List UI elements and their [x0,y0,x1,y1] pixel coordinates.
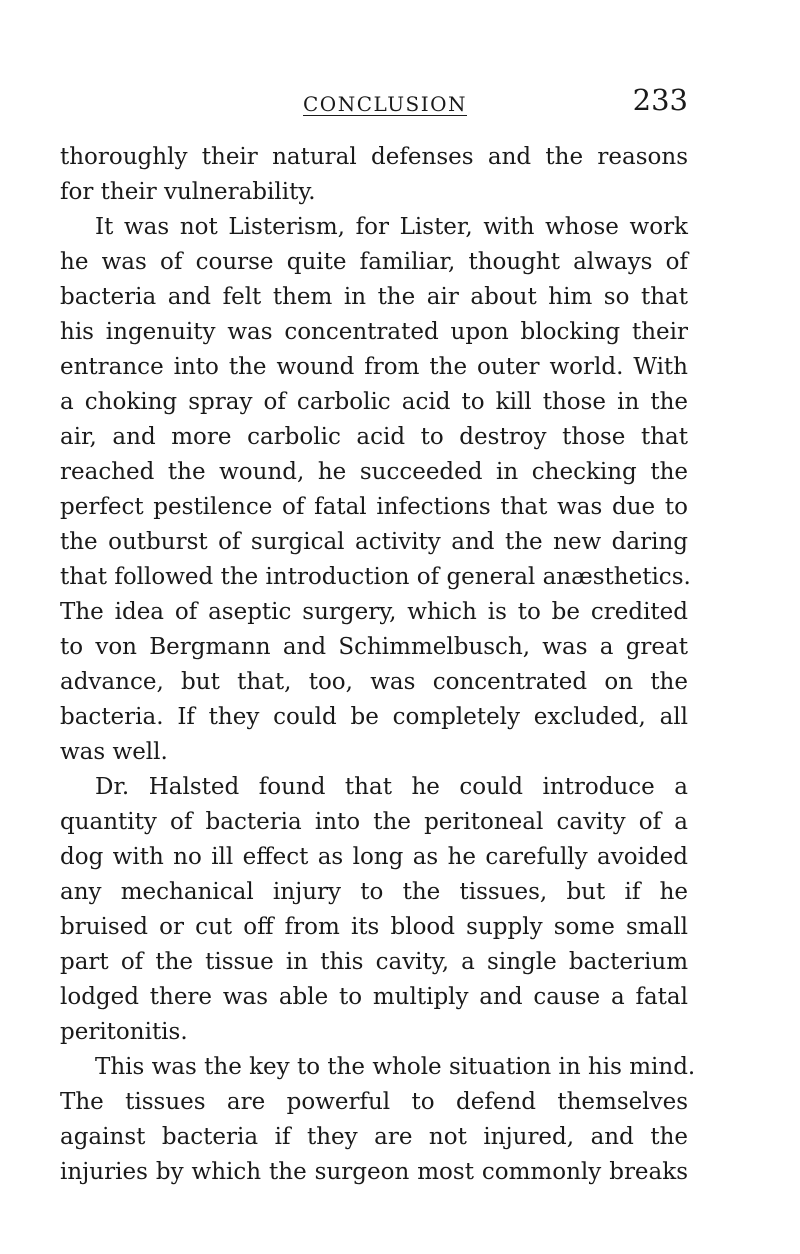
text-line: entrance into the wound from the outer world. With [60,354,688,380]
text-line: against bacteria if they are not injured, and the [60,1124,688,1150]
text-line: This was the key to the whole situation in his mind. [95,1054,696,1080]
text-line: the outburst of surgical activity and the new daring [60,529,688,555]
text-line: advance, but that, too, was concentrated on the [60,669,688,695]
text-line: bacteria. If they could be completely excluded, all [60,704,688,730]
text-line: air, and more carbolic acid to destroy those that [60,424,688,450]
text-line: Dr. Halsted found that he could introduce a [95,774,688,800]
text-line: his ingenuity was concentrated upon blocking their [60,319,688,345]
text-line: he was of course quite familiar, thought always of [60,249,688,275]
text-line: thoroughly their natural defenses and the reasons [60,144,688,170]
text-line: perfect pestilence of fatal infections that was due to [60,494,688,520]
text-line: quantity of bacteria into the peritoneal cavity of a [60,809,688,835]
text-line: dog with no ill effect as long as he carefully avoided [60,844,688,870]
body-text [60,140,696,1190]
text-line: was well. [60,739,168,765]
text-line: that followed the introduction of general anæsthetics. [60,564,691,590]
text-line: a choking spray of carbolic acid to kill those in the [60,389,688,415]
text-line: injuries by which the surgeon most commonly breaks [60,1159,688,1185]
text-line: part of the tissue in this cavity, a single bacterium [60,949,688,975]
running-head [60,83,688,122]
text-line: lodged there was able to multiply and cause a fatal [60,984,688,1010]
text-line: The idea of aseptic surgery, which is to be credited [60,599,688,625]
text-line: any mechanical injury to the tissues, but if he [60,879,688,905]
text-line: peritonitis. [60,1019,188,1045]
text-line: bruised or cut off from its blood supply some small [60,914,688,940]
text-line: to von Bergmann and Schimmelbusch, was a great [60,634,688,660]
text-line: bacteria and felt them in the air about him so that [60,284,688,310]
text-line: for their vulnerability. [60,179,316,205]
running-title: CONCLUSION [303,92,468,116]
text-line: It was not Listerism, for Lister, with whose work [95,214,688,240]
text-line: The tissues are powerful to defend themselves [60,1089,688,1115]
text-line: reached the wound, he succeeded in checking the [60,459,688,485]
page-number: 233 [632,83,688,117]
